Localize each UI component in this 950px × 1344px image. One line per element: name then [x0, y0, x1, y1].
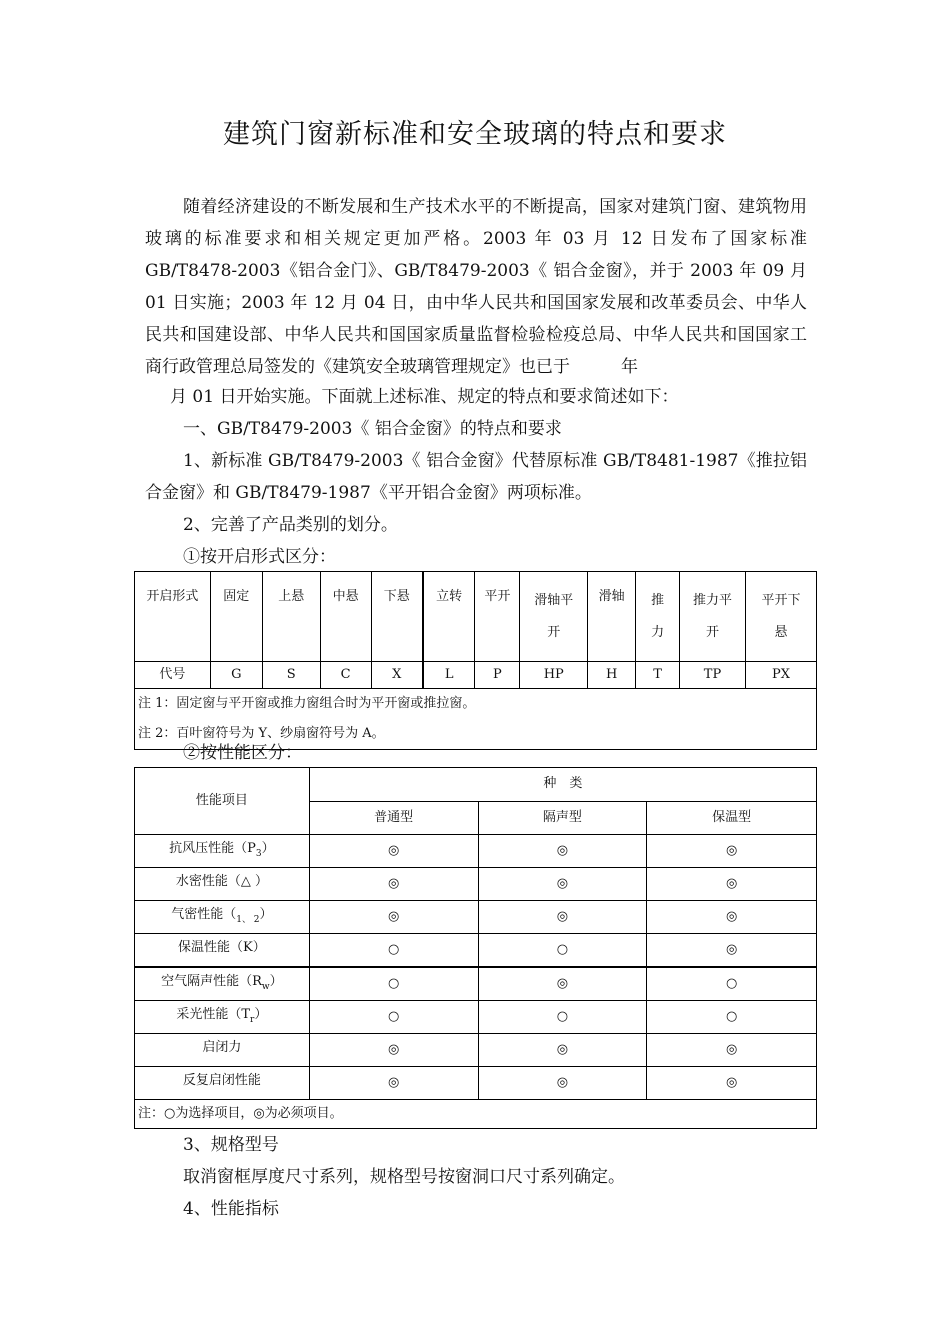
item-3: 3、规格型号	[183, 1135, 279, 1155]
type-cell	[680, 572, 746, 662]
table-row	[135, 1001, 817, 1034]
item-cell	[135, 1067, 310, 1100]
cell-text: L	[444, 667, 454, 682]
code-cell	[371, 662, 423, 689]
mark-cell: ◎	[478, 1034, 647, 1067]
kind-header: 保温型	[647, 801, 817, 835]
item-subscript: 1、 2	[236, 914, 260, 925]
item-label: 启闭力	[202, 1039, 242, 1055]
mark-cell: ○	[309, 1001, 478, 1034]
mark-cell: ◎	[478, 967, 647, 1001]
item-cell	[135, 1034, 310, 1067]
mark-cell: ◎	[478, 1067, 647, 1100]
table-note-1: 注 1：固定窗与平开窗或推力窗组合时为平开窗或推拉窗。	[135, 689, 817, 720]
mark-cell: ○	[647, 1001, 817, 1034]
item-tail: ）	[250, 873, 268, 889]
item-cell	[135, 934, 310, 968]
item-tail: ）	[259, 906, 273, 922]
item-tail: ）	[252, 939, 266, 955]
item-subscript: 3	[255, 848, 262, 859]
type-cell	[210, 572, 262, 662]
item-header-cell: 性能项目	[135, 768, 310, 835]
cell-text: PX	[771, 667, 790, 682]
code-cell	[636, 662, 680, 689]
subheading-performance: ②按性能区分：	[183, 743, 302, 763]
code-cell	[262, 662, 320, 689]
mark-cell: ○	[309, 934, 478, 968]
intro-last-line: 月 01 日开始实施。下面就上述标准、规定的特点和要求简述如下：	[170, 387, 679, 407]
row-header-cell	[135, 572, 211, 662]
item-cell	[135, 1001, 310, 1034]
mark-cell: ◎	[478, 868, 647, 901]
type-cell	[423, 572, 475, 662]
subheading-opening: ①按开启形式区分：	[183, 547, 336, 567]
item-label: 反复启闭性能	[182, 1072, 261, 1088]
cell-text: X	[392, 667, 402, 682]
table-row	[135, 1100, 817, 1129]
cell-text: S	[286, 667, 296, 682]
item-label: 采光性能（T	[176, 1006, 251, 1022]
cell-text: P	[492, 667, 502, 682]
cell-text: 下悬	[383, 589, 410, 604]
table-row	[135, 868, 817, 901]
item-tail: ）	[261, 840, 275, 856]
table-row	[135, 1034, 817, 1067]
mark-cell: ◎	[478, 835, 647, 868]
cell-text: 推力平开	[693, 592, 733, 640]
cell-text: 平开下悬	[761, 592, 801, 640]
cell-text: 平开	[484, 589, 511, 604]
mark-cell: ◎	[309, 1034, 478, 1067]
type-cell	[371, 572, 423, 662]
cell-text: C	[340, 667, 351, 682]
item-label: 保温性能（K	[178, 939, 253, 955]
cell-text: H	[606, 667, 618, 682]
table-row	[135, 572, 817, 662]
item-label: 抗风压性能（P	[169, 840, 256, 856]
cell-text: 固定	[223, 589, 250, 604]
cell-text: 代号	[159, 667, 186, 682]
table-row	[135, 662, 817, 689]
mark-cell: ◎	[647, 934, 817, 968]
item-cell	[135, 901, 310, 934]
kind-header: 普通型	[309, 801, 478, 835]
item-3-text: 取消窗框厚度尺寸系列，规格型号按窗洞口尺寸系列确定。	[183, 1167, 625, 1187]
cell-text: 开启形式	[146, 589, 199, 604]
item-subscript: r	[250, 1014, 255, 1025]
table-row	[135, 967, 817, 1001]
cell-text: TP	[703, 667, 722, 682]
mark-cell: ◎	[647, 1034, 817, 1067]
item-label: 水密性能（△	[175, 873, 251, 889]
item-1: 1、新标准 GB/T8479-2003《 铝合金窗》代替原标准 GB/T8481-1987《推拉铝合金窗》和 GB/T8479-1987《平开铝合金窗》两项标准。	[145, 451, 807, 503]
cell-text: 中悬	[332, 589, 359, 604]
code-cell	[475, 662, 520, 689]
item-tail: ）	[269, 973, 283, 989]
code-label-cell	[135, 662, 211, 689]
item-subscript: w	[261, 981, 270, 992]
mark-cell: ○	[647, 967, 817, 1001]
mark-cell: ◎	[309, 901, 478, 934]
table-row	[135, 689, 817, 720]
type-cell	[475, 572, 520, 662]
item-cell	[135, 835, 310, 868]
type-cell	[262, 572, 320, 662]
cell-text: G	[231, 667, 242, 682]
mark-cell: ◎	[647, 835, 817, 868]
table-note: 注：○为选择项目，◎为必须项目。	[135, 1100, 817, 1129]
performance-table	[134, 767, 817, 1129]
table-row	[135, 934, 817, 968]
table-row	[135, 1067, 817, 1100]
mark-cell: ○	[478, 934, 647, 968]
cell-text: 滑轴	[598, 589, 625, 604]
mark-cell: ◎	[309, 835, 478, 868]
cell-text: HP	[543, 667, 564, 682]
code-cell	[320, 662, 371, 689]
kind-group-header: 种 类	[309, 768, 816, 802]
mark-cell: ◎	[478, 901, 647, 934]
mark-cell: ◎	[647, 868, 817, 901]
item-label: 气密性能（	[171, 906, 237, 922]
type-cell	[588, 572, 636, 662]
mark-cell: ◎	[309, 868, 478, 901]
cell-text: T	[653, 667, 662, 682]
cell-text: 滑轴平开	[534, 592, 574, 640]
item-cell	[135, 967, 310, 1001]
mark-cell: ◎	[647, 901, 817, 934]
type-cell	[745, 572, 816, 662]
mark-cell: ○	[478, 1001, 647, 1034]
item-tail: ）	[254, 1006, 268, 1022]
item-cell	[135, 868, 310, 901]
table-row	[135, 835, 817, 868]
code-cell	[423, 662, 475, 689]
cell-text: 立转	[436, 589, 463, 604]
item-2: 2、完善了产品类别的划分。	[183, 515, 398, 535]
code-cell	[680, 662, 746, 689]
page-title: 建筑门窗新标准和安全玻璃的特点和要求	[223, 119, 727, 150]
code-cell	[210, 662, 262, 689]
table-note-2: 注 2：百叶窗符号为 Y、纱扇窗符号为 A。	[135, 719, 817, 750]
mark-cell: ◎	[647, 1067, 817, 1100]
intro-paragraph: 随着经济建设的不断发展和生产技术水平的不断提高，国家对建筑门窗、建筑物用玻璃的标准要求和相关规定更加严格。2003 年 03 月 12 日发布了国家标准 GB/T8478-2003《铝合金门》、GB/T8479-2003《 铝合金窗》，并于 2003 年 09 月 01 日实施；2003 年 12 月 04 日，由中华人民共和国国家发展和改革委员会、中华人民共和国建设部、中华人民共和国国家质量监督检验检疫总局、中华人民共和国国家工商行政管理总局签发的《建筑安全玻璃管理规定》也已于 年	[145, 197, 807, 377]
table-row	[135, 901, 817, 934]
cell-text: 上悬	[278, 589, 305, 604]
mark-cell: ◎	[309, 1067, 478, 1100]
section-heading-1: 一、GB/T8479-2003《 铝合金窗》的特点和要求	[183, 419, 562, 439]
mark-cell: ○	[309, 967, 478, 1001]
code-cell	[745, 662, 816, 689]
table-row	[135, 768, 817, 802]
type-cell	[520, 572, 588, 662]
cell-text: 推力	[651, 592, 665, 640]
item-4: 4、性能指标	[183, 1199, 279, 1219]
item-label: 空气隔声性能（R	[161, 973, 262, 989]
type-cell	[320, 572, 371, 662]
type-cell	[636, 572, 680, 662]
kind-header: 隔声型	[478, 801, 647, 835]
code-cell	[588, 662, 636, 689]
code-cell	[520, 662, 588, 689]
opening-type-table	[134, 571, 817, 750]
